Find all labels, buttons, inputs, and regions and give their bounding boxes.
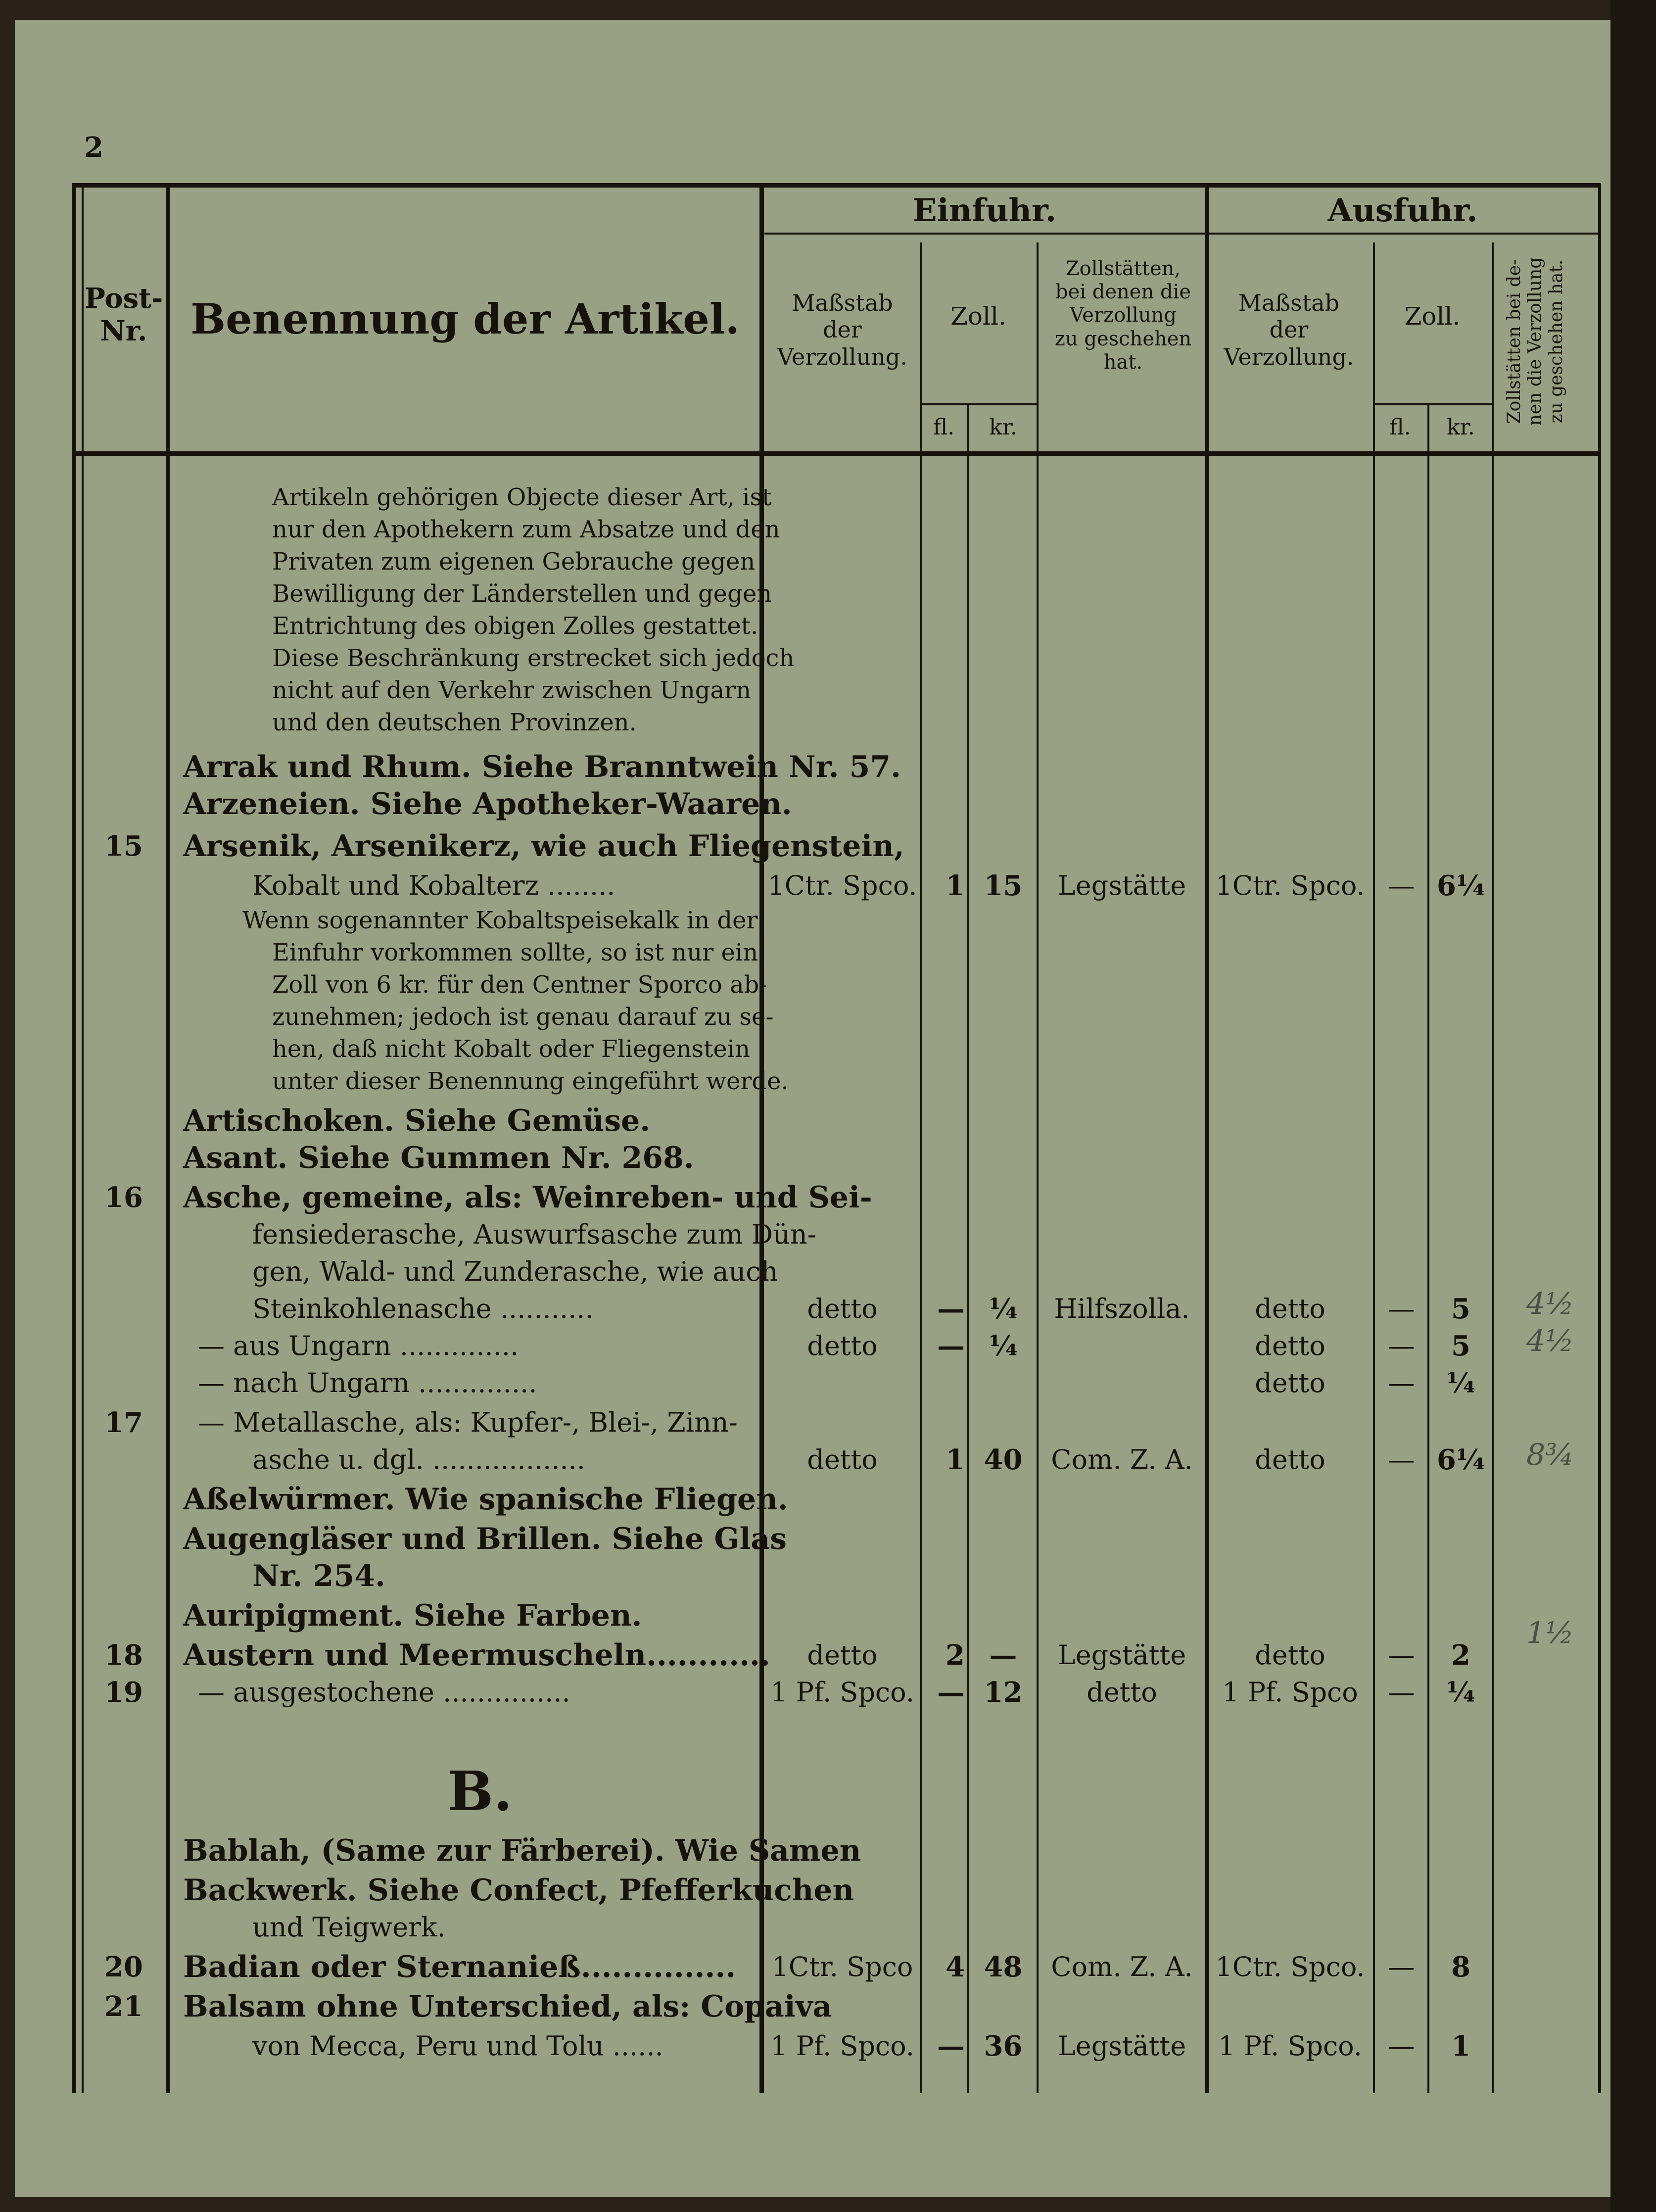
article-name: von Mecca, Peru und Tolu ...... <box>252 2030 663 2062</box>
pencil-note: 1½ <box>1526 1616 1574 1650</box>
einfuhr-zollstaette: Legstätte <box>1057 2030 1186 2062</box>
ausfuhr-kr: 2 <box>1451 1639 1470 1672</box>
article-name: — Metallasche, als: Kupfer-, Blei-, Zinn- <box>198 1407 738 1438</box>
table-top-rule <box>72 183 1601 188</box>
article-name: Arsenik, Arsenikerz, wie auch Fliegenstein, <box>183 829 904 864</box>
einfuhr-fl: — <box>937 2030 965 2063</box>
einfuhr-zollstaette: Com. Z. A. <box>1051 1951 1193 1982</box>
article-name: Entrichtung des obigen Zolles gestattet. <box>272 612 758 640</box>
einfuhr-kr: 15 <box>984 869 1023 902</box>
zoll-einfuhr-rule <box>920 403 1037 405</box>
ausfuhr-massstab: detto <box>1255 1330 1325 1361</box>
article-name: zunehmen; jedoch ist genau darauf zu se- <box>272 1003 774 1031</box>
header-massstab-einfuhr: Maßstab der Verzollung. <box>777 289 907 370</box>
ausfuhr-massstab: detto <box>1255 1444 1325 1475</box>
article-name: fensiederasche, Auswurfsasche zum Dün- <box>252 1219 816 1250</box>
ausfuhr-kr: 1 <box>1451 2030 1470 2063</box>
page-number: 2 <box>84 131 103 164</box>
ausfuhr-fl: — <box>1388 1677 1415 1708</box>
article-name: Augengläser und Brillen. Siehe Glas <box>183 1522 787 1556</box>
ausfuhr-kr: 5 <box>1451 1330 1470 1362</box>
header-ausfuhr: Ausfuhr. <box>1327 192 1478 229</box>
ausfuhr-massstab: detto <box>1255 1293 1325 1324</box>
article-name: Kobalt und Kobalterz ........ <box>252 870 615 901</box>
article-name: unter dieser Benennung eingeführt werde. <box>272 1067 789 1095</box>
header-zollstaetten-einfuhr: Zollstätten, bei denen die Verzollung zu geschehen hat. <box>1054 257 1192 374</box>
article-name: Arzeneien. Siehe Apotheker-Waaren. <box>183 787 792 821</box>
article-name: Zoll von 6 kr. für den Centner Sporco ab- <box>272 971 767 999</box>
ausfuhr-kr: 6¼ <box>1436 1443 1485 1476</box>
einfuhr-zollstaette: Hilfszolla. <box>1054 1293 1190 1324</box>
ausfuhr-fl: — <box>1388 1444 1415 1475</box>
pencil-note: 4½ <box>1526 1287 1574 1321</box>
article-name: Bewilligung der Länderstellen und gegen <box>272 580 772 608</box>
article-name: Diese Beschränkung erstrecket sich jedoch <box>272 644 795 672</box>
header-massstab-ausfuhr: Maßstab der Verzollung. <box>1224 289 1354 370</box>
einfuhr-zollstaette: Legstätte <box>1057 1639 1186 1671</box>
header-zoll-ausfuhr: Zoll. <box>1404 302 1461 331</box>
article-name: und den deutschen Provinzen. <box>272 709 637 736</box>
einfuhr-fl: — <box>937 1330 965 1362</box>
header-zoll-einfuhr: Zoll. <box>950 302 1006 331</box>
article-name: Arrak und Rhum. Siehe Branntwein Nr. 57. <box>183 750 901 784</box>
pencil-note: 4½ <box>1526 1324 1574 1358</box>
ausfuhr-kr: ¼ <box>1446 1676 1475 1709</box>
einfuhr-fl: 1 <box>946 869 965 902</box>
post-number: 16 <box>104 1181 143 1214</box>
einfuhr-kr: 12 <box>984 1676 1023 1709</box>
einfuhr-massstab: detto <box>807 1639 878 1671</box>
ausfuhr-massstab: detto <box>1255 1367 1325 1398</box>
article-name: Backwerk. Siehe Confect, Pfefferkuchen <box>183 1873 854 1908</box>
article-name: gen, Wald- und Zunderasche, wie auch <box>252 1256 778 1287</box>
ausfuhr-massstab: 1Ctr. Spco. <box>1215 870 1365 901</box>
einfuhr-zollstaette: Com. Z. A. <box>1051 1444 1193 1475</box>
outer-left-rule <box>72 183 76 2093</box>
header-bottom-rule <box>72 451 1601 456</box>
article-column-rule <box>759 183 764 2093</box>
header-kr-einfuhr: kr. <box>989 415 1017 440</box>
einfuhr-fl: 2 <box>946 1639 965 1672</box>
header-zollstaetten-ausfuhr: Zollstätten bei de- nen die Verzollung zu geschehen hat. <box>1504 257 1566 426</box>
header-benennung: Benennung der Artikel. <box>190 294 740 343</box>
article-name: Privaten zum eigenen Gebrauche gegen <box>272 548 756 576</box>
article-name: Einfuhr vorkommen sollte, so ist nur ein <box>272 939 758 966</box>
einfuhr-kr: 48 <box>984 1951 1023 1983</box>
header-post-nr: Post- Nr. <box>84 282 163 348</box>
ausfuhr-fl: — <box>1388 870 1415 901</box>
post-number: 18 <box>104 1639 143 1672</box>
einfuhr-rule <box>764 233 1205 235</box>
article-name: Auripigment. Siehe Farben. <box>183 1598 642 1633</box>
einfuhr-kr: 36 <box>984 2030 1023 2063</box>
article-name: — ausgestochene ............... <box>198 1677 570 1708</box>
ausfuhr-fl: — <box>1388 1639 1415 1671</box>
einfuhr-massstab: detto <box>807 1330 878 1361</box>
article-name: Bablah, (Same zur Färberei). Wie Samen <box>183 1833 861 1868</box>
ausfuhr-massstab: 1 Pf. Spco <box>1222 1677 1358 1708</box>
einfuhr-massstab: detto <box>807 1444 878 1475</box>
post-number: 15 <box>104 830 143 863</box>
ausfuhr-kr: 8 <box>1451 1951 1470 1983</box>
einfuhr-massstab: detto <box>807 1293 878 1324</box>
massstab-aus-column-rule <box>1373 242 1375 2093</box>
ausfuhr-fl: — <box>1388 1330 1415 1361</box>
article-name: — aus Ungarn .............. <box>198 1330 519 1361</box>
header-fl-einfuhr: fl. <box>933 415 955 440</box>
ausfuhr-massstab: detto <box>1255 1639 1325 1671</box>
ausfuhr-massstab: 1Ctr. Spco. <box>1215 1951 1365 1982</box>
article-name: asche u. dgl. .................. <box>252 1444 585 1475</box>
article-name: Artikeln gehörigen Objecte dieser Art, ist <box>272 483 772 511</box>
header-einfuhr: Einfuhr. <box>912 192 1057 229</box>
article-name: und Teigwerk. <box>252 1912 446 1943</box>
ausfuhr-kr: 6¼ <box>1436 869 1485 902</box>
pencil-note: 8¾ <box>1526 1438 1574 1472</box>
ausfuhr-rule <box>1207 233 1598 235</box>
einfuhr-massstab: 1Ctr. Spco. <box>767 870 917 901</box>
einfuhr-kr: — <box>989 1639 1017 1672</box>
ausfuhr-kr: 5 <box>1451 1293 1470 1325</box>
einfuhr-kr: ¼ <box>989 1330 1018 1362</box>
nr-column-rule <box>166 183 170 2093</box>
fl-aus-column-rule <box>1427 403 1429 2093</box>
ausfuhr-fl: — <box>1388 1293 1415 1324</box>
ausfuhr-fl: — <box>1388 1367 1415 1398</box>
zoll-aus-column-rule <box>1492 242 1494 2093</box>
einfuhr-zollstaette: detto <box>1087 1677 1157 1708</box>
post-number: 17 <box>104 1406 143 1439</box>
einfuhr-zollstaette: Legstätte <box>1057 870 1186 901</box>
header-fl-ausfuhr: fl. <box>1389 415 1411 440</box>
ausfuhr-fl: — <box>1388 1951 1415 1982</box>
article-name: — nach Ungarn .............. <box>198 1367 537 1398</box>
post-number: 19 <box>104 1676 143 1709</box>
einfuhr-fl: 4 <box>946 1951 965 1983</box>
zoll-ausfuhr-rule <box>1373 403 1492 405</box>
article-name: Nr. 254. <box>252 1559 385 1593</box>
article-name: Asche, gemeine, als: Weinreben- und Sei- <box>183 1180 872 1215</box>
einfuhr-fl: — <box>937 1676 965 1709</box>
einfuhr-massstab: 1 Pf. Spco. <box>770 2030 914 2062</box>
ausfuhr-fl: — <box>1388 2030 1415 2062</box>
header-kr-ausfuhr: kr. <box>1447 415 1475 440</box>
einfuhr-massstab: 1 Pf. Spco. <box>770 1677 914 1708</box>
section-letter: B. <box>447 1759 513 1823</box>
post-number: 21 <box>104 1990 143 2023</box>
ausfuhr-massstab: 1 Pf. Spco. <box>1218 2030 1362 2062</box>
book-spine <box>1610 0 1656 2212</box>
article-name: Austern und Meermuscheln............ <box>183 1638 770 1673</box>
einfuhr-fl: 1 <box>946 1443 965 1476</box>
einfuhr-kr: ¼ <box>989 1293 1018 1325</box>
article-name: nicht auf den Verkehr zwischen Ungarn <box>272 676 751 704</box>
article-name: hen, daß nicht Kobalt oder Fliegenstein <box>272 1035 751 1063</box>
einfuhr-kr: 40 <box>984 1443 1023 1476</box>
einfuhr-column-rule <box>1205 183 1209 2093</box>
zoll-column-rule <box>1037 242 1039 2093</box>
article-name: Badian oder Sternanieß............... <box>183 1950 736 1984</box>
fl-column-rule <box>967 403 969 2093</box>
ausfuhr-kr: ¼ <box>1446 1367 1475 1399</box>
article-name: Artischoken. Siehe Gemüse. <box>183 1104 651 1138</box>
article-name: Balsam ohne Unterschied, als: Copaiva <box>183 1989 832 2024</box>
massstab-column-rule <box>920 242 922 2093</box>
article-name: Aßelwürmer. Wie spanische Fliegen. <box>183 1482 788 1517</box>
article-name: Wenn sogenannter Kobaltspeisekalk in der <box>242 907 758 934</box>
einfuhr-massstab: 1Ctr. Spco <box>771 1951 913 1982</box>
article-name: Asant. Siehe Gummen Nr. 268. <box>183 1141 694 1175</box>
article-name: nur den Apothekern zum Absatze und den <box>272 516 780 543</box>
outer-right-rule <box>1598 183 1601 2093</box>
article-name: Steinkohlenasche ........... <box>252 1293 594 1324</box>
einfuhr-fl: — <box>937 1293 965 1325</box>
post-number: 20 <box>104 1951 143 1983</box>
outer-left-rule-inner <box>82 183 84 2093</box>
